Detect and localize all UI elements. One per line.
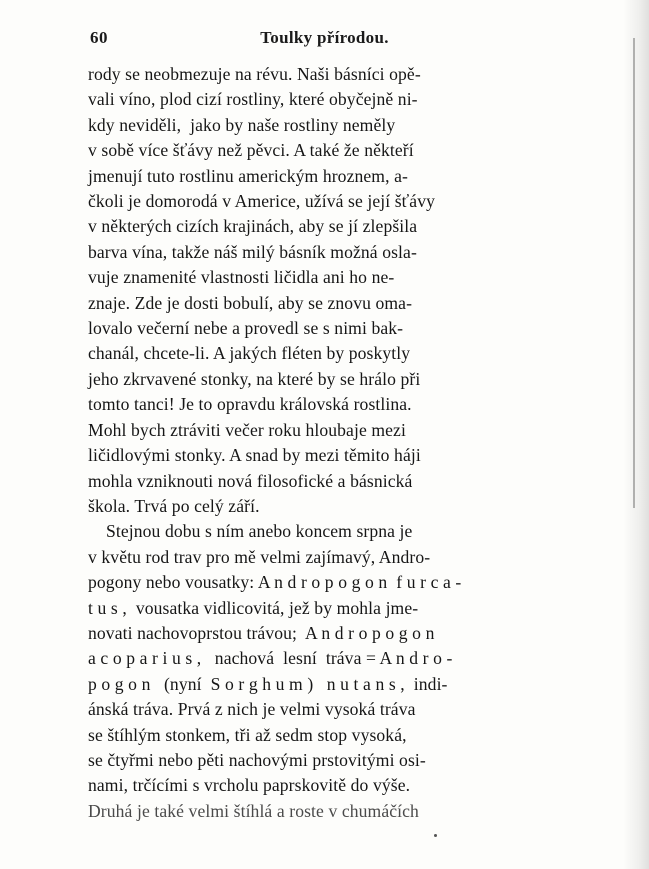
text-line: novati nachovoprstou trávou; A n d r o p o g o n	[88, 622, 435, 643]
text-line: barva vína, takže náš milý básník možná osla-	[88, 241, 417, 262]
text-line: Mohl bych ztráviti večer roku hloubaje mezi	[88, 419, 406, 440]
text-line: mohla vzniknouti nová filosofické a básnická	[88, 470, 413, 491]
text-line: vali víno, plod cizí rostliny, které obyčejně ni-	[88, 89, 418, 110]
text-line: jmenují tuto rostlinu americkým hroznem, a-	[88, 165, 408, 186]
text-line: rody se neobmezuje na révu. Naši básníci opě-	[88, 64, 421, 84]
text-line: znaje. Zde je dosti bobulí, aby se znovu oma-	[88, 292, 413, 313]
text-line: t u s , vousatka vidlicovitá, jež by mohla jme-	[88, 597, 419, 618]
text-line: ličidlovými stonky. A snad by mezi těmito háji	[88, 445, 421, 466]
text-line: chanál, chcete-li. A jakých fléten by poskytly	[88, 343, 411, 364]
text-line: jeho zkrvavené stonky, na které by se hrálo při	[88, 368, 421, 389]
text-line: se čtyřmi nebo pěti nachovými prstovitými osi-	[88, 749, 426, 770]
text-line: v sobě více šťávy než pěvci. A také že někteří	[88, 140, 414, 161]
text-line: p o g o n (nyní S o r g h u m ) n u t a n s , indi-	[88, 673, 448, 694]
page-body	[88, 62, 558, 824]
text-line: kdy neviděli, jako by naše rostliny neměly	[88, 114, 396, 135]
text-line: se štíhlým stonkem, tři až sedm stop vysoká,	[88, 724, 407, 745]
text-line: škola. Trvá po celý září.	[88, 495, 260, 516]
text-line: lovalo večerní nebe a provedl se s nimi bak-	[88, 318, 404, 339]
text-line: v květu rod trav pro mě velmi zajímavý, Andro-	[88, 546, 431, 567]
ink-speck-artifact	[434, 834, 437, 837]
running-title: Toulky přírodou.	[260, 28, 389, 47]
text-line: pogony nebo vousatky: A n d r o p o g o n f u r c a -	[88, 572, 462, 593]
text-line: ánská tráva. Prvá z nich je velmi vysoká tráva	[88, 699, 416, 720]
text-line: v některých cizích krajinách, aby se jí zlepšila	[88, 216, 418, 237]
text-line: Druhá je také velmi štíhlá a roste v chumáčích	[88, 800, 419, 821]
text-line: a c o p a r i u s , nachová lesní tráva = A n d r o -	[88, 648, 453, 669]
text-line: nami, trčícími s vrcholu paprskovitě do výše.	[88, 775, 411, 796]
page-number: 60	[90, 28, 108, 47]
text-line: čkoli je domorodá v Americe, užívá se její šťávy	[88, 191, 435, 212]
text-line: Stejnou dobu s ním anebo koncem srpna je	[88, 521, 413, 542]
scan-edge-artifact	[633, 38, 635, 508]
page-header	[0, 28, 649, 52]
text-line: vuje znamenité vlastnosti ličidla ani ho ne-	[88, 267, 395, 288]
text-line: tomto tanci! Je to opravdu královská rostlina.	[88, 394, 412, 415]
